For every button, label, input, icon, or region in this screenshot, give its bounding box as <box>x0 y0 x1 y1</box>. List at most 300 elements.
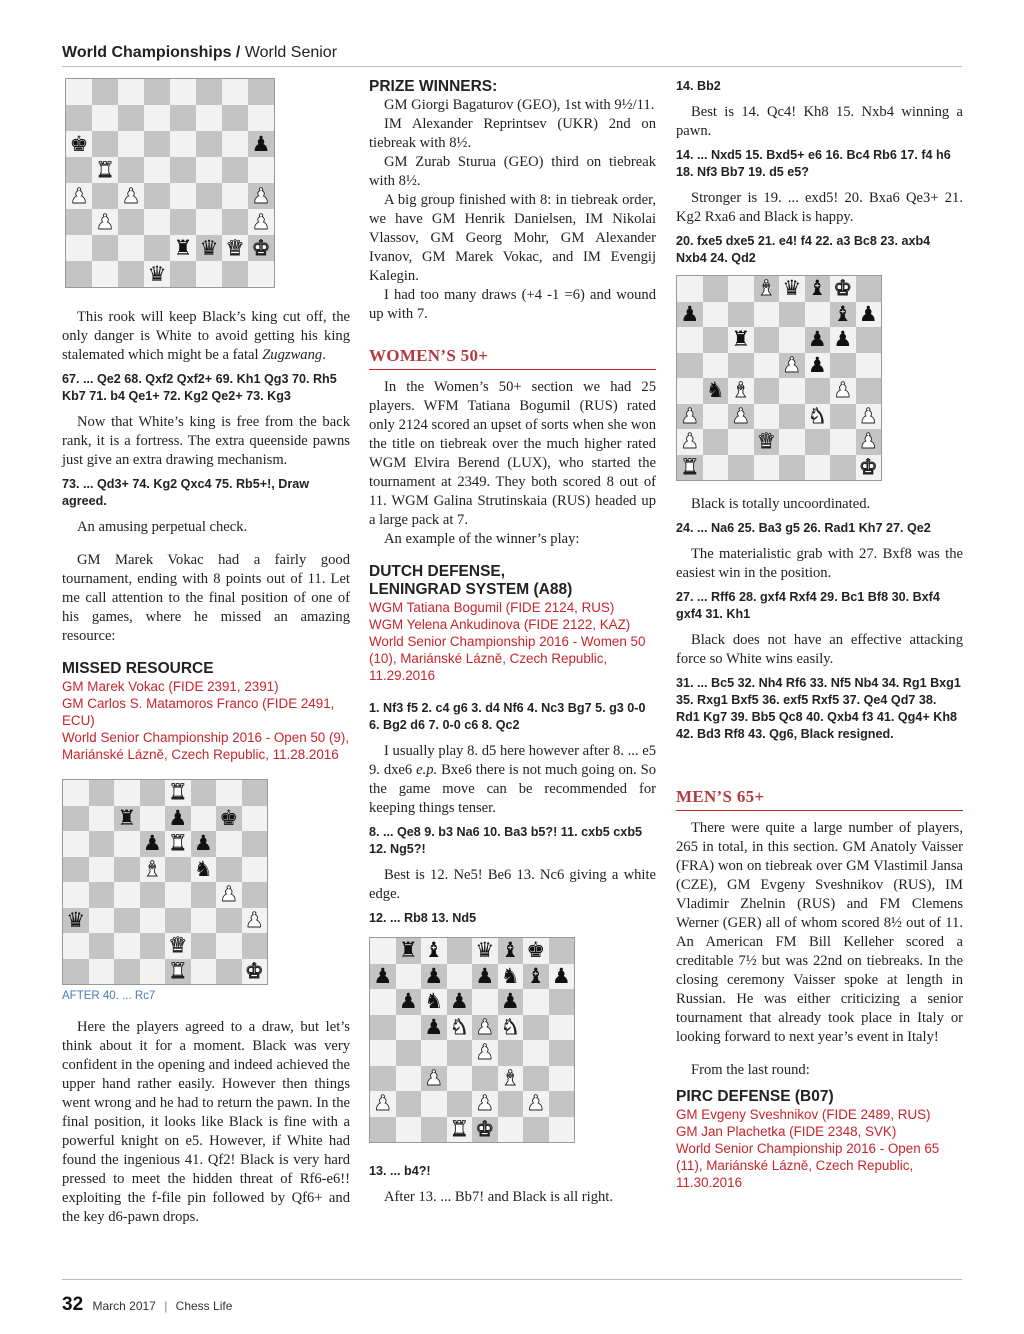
white-pawn-icon: ♟ <box>858 429 878 454</box>
board-square <box>92 261 118 287</box>
board-square <box>677 429 703 455</box>
board-square <box>421 1091 447 1117</box>
white-knight-icon: ♞ <box>807 403 827 428</box>
board-square <box>447 1015 473 1041</box>
black-pawn-icon: ♟ <box>807 352 827 377</box>
board-square <box>754 327 780 353</box>
board-square <box>191 882 217 908</box>
board-square <box>856 276 882 302</box>
paragraph: The materialistic grab with 27. Bxf8 was the easiest win in the position. <box>676 546 963 581</box>
board-square <box>677 276 703 302</box>
board-square <box>728 429 754 455</box>
board-square <box>66 209 92 235</box>
white-queen-icon: ♛ <box>225 235 245 260</box>
board-square <box>144 105 170 131</box>
board-square <box>779 327 805 353</box>
game-event: World Senior Championship 2016 - Women 50 (10), Mariánské Lázně, Czech Republic, 11.29.2016 <box>369 634 646 683</box>
board-square <box>523 964 549 990</box>
black-bishop-icon: ♝ <box>807 276 827 301</box>
board-square <box>66 157 92 183</box>
board-square <box>498 1091 524 1117</box>
white-pawn-icon: ♟ <box>475 1040 495 1065</box>
board-square <box>196 79 222 105</box>
white-bishop-icon: ♝ <box>756 276 776 301</box>
board-square <box>805 378 831 404</box>
black-bishop-icon: ♝ <box>526 963 546 988</box>
black-queen-icon: ♛ <box>475 938 495 963</box>
paragraph: There were quite a large number of players, 265 in total, in this section. GM Anatoly Vaisser (FRA) won on tiebreak over GM Vlastimil Jansa (CZE), GM Evgeny Sveshnikov (RUS), IM Vladimir Zhelnin (RUS) and FM Clemens Werner (GER) all of whom scored 8½ out of 11. An American FM Bill Kelleher scored a creditable 7½ but was 22nd on tiebreaks. In the closing ceremony Vaisser spoke at length in Russian. He was either criticizing a senior tournament that already took place in Italy or looking forward to next year’s event in Italy! <box>676 820 963 1045</box>
column-3 <box>676 78 963 1191</box>
move-list: 24. ... Na6 25. Ba3 g5 26. Rad1 Kh7 27. Qe2 <box>676 521 931 535</box>
board-square <box>805 302 831 328</box>
board-square <box>370 989 396 1015</box>
board-square <box>63 780 89 806</box>
board-square <box>170 183 196 209</box>
paragraph: An amusing perpetual check. <box>77 519 248 535</box>
board-square <box>89 857 115 883</box>
board-square <box>248 235 274 261</box>
board-square <box>140 780 166 806</box>
board-square <box>165 908 191 934</box>
paragraph: Black does not have an effective attacking force so White wins easily. <box>676 632 963 667</box>
board-square <box>523 938 549 964</box>
board-square <box>830 276 856 302</box>
header-subsection: World Senior <box>244 44 338 61</box>
black-bishop-icon: ♝ <box>833 301 853 326</box>
board-square <box>118 209 144 235</box>
board-square <box>677 353 703 379</box>
white-rook-icon: ♜ <box>168 780 188 805</box>
move-list: 31. ... Bc5 32. Nh4 Rf6 33. Nf5 Nb4 34. Rg1 Bxg1 35. Rxg1 Bxf5 36. exf5 Rxf5 37. Qe4 Qd7 38. Rd1 Kg7 39. Bb5 Qc8 40. Qxb4 f3 41. Qg4+ Kh8 42. Bd3 Rf8 43. Qg6, Black resigned. <box>676 676 961 741</box>
board-square <box>222 261 248 287</box>
board-square <box>830 353 856 379</box>
board-square <box>472 989 498 1015</box>
white-pawn-icon: ♟ <box>858 403 878 428</box>
move-list: 1. Nf3 f5 2. c4 g6 3. d4 Nf6 4. Nc3 Bg7 5. g3 0-0 6. Bg2 d6 7. 0-0 c6 8. Qc2 <box>369 701 646 732</box>
board-square <box>805 276 831 302</box>
move-list: 12. ... Rb8 13. Nd5 <box>369 911 477 925</box>
white-pawn-icon: ♟ <box>833 378 853 403</box>
board-square <box>140 806 166 832</box>
paragraph: IM Alexander Reprintsev (UKR) 2nd on tiebreak with 8½. <box>369 116 656 151</box>
black-queen-icon: ♛ <box>66 907 86 932</box>
board-square <box>140 959 166 985</box>
board-square <box>248 261 274 287</box>
paragraph: Stronger is 19. ... exd5! 20. Bxa6 Qe3+ 21. Kg2 Rxa6 and Black is happy. <box>676 190 963 225</box>
board-square <box>754 353 780 379</box>
chess-diagram-3 <box>369 937 575 1143</box>
black-king-icon: ♚ <box>219 805 239 830</box>
game-heading: LENINGRAD SYSTEM (A88) <box>369 581 573 598</box>
board-square <box>728 276 754 302</box>
board-square <box>144 209 170 235</box>
board-square <box>421 1066 447 1092</box>
move-list: 27. ... Rff6 28. gxf4 Rxf4 29. Bc1 Bf8 30. Bxf4 gxf4 31. Kh1 <box>676 590 940 621</box>
board-square <box>498 1040 524 1066</box>
black-knight-icon: ♞ <box>424 989 444 1014</box>
black-pawn-icon: ♟ <box>424 963 444 988</box>
white-pawn-icon: ♟ <box>95 209 115 234</box>
paragraph: Best is 12. Ne5! Be6 13. Nc6 giving a white edge. <box>369 867 656 902</box>
board-square <box>447 1066 473 1092</box>
board-square <box>549 989 575 1015</box>
white-pawn-icon: ♟ <box>219 882 239 907</box>
board-square <box>523 1117 549 1143</box>
board-square <box>191 908 217 934</box>
board-square <box>242 857 268 883</box>
prize-winners-heading: PRIZE WINNERS: <box>369 78 498 95</box>
board-square <box>498 964 524 990</box>
board-square <box>779 302 805 328</box>
board-square <box>396 964 422 990</box>
board-square <box>703 302 729 328</box>
board-square <box>66 235 92 261</box>
board-square <box>165 933 191 959</box>
board-square <box>779 353 805 379</box>
board-square <box>242 908 268 934</box>
board-square <box>170 105 196 131</box>
black-knight-icon: ♞ <box>705 378 725 403</box>
black-rook-icon: ♜ <box>173 235 193 260</box>
board-square <box>165 857 191 883</box>
board-square <box>222 209 248 235</box>
footer-rule <box>62 1279 962 1280</box>
board-square <box>779 378 805 404</box>
board-square <box>754 276 780 302</box>
black-pawn-icon: ♟ <box>168 805 188 830</box>
board-square <box>165 780 191 806</box>
board-square <box>779 276 805 302</box>
black-knight-icon: ♞ <box>193 856 213 881</box>
board-square <box>196 209 222 235</box>
board-square <box>242 831 268 857</box>
board-square <box>114 806 140 832</box>
board-square <box>114 908 140 934</box>
game-player-white: GM Marek Vokac (FIDE 2391, 2391) <box>62 679 279 694</box>
white-pawn-icon: ♟ <box>731 403 751 428</box>
board-square <box>472 1040 498 1066</box>
paragraph: GM Marek Vokac had a fairly good tournament, ending with 8 points out of 11. Let me call attention to the final position of one of his games, where he missed an amazing resource: <box>62 552 350 644</box>
board-square <box>472 938 498 964</box>
board-square <box>118 105 144 131</box>
game-heading: PIRC DEFENSE (B07) <box>676 1088 834 1105</box>
board-square <box>472 1091 498 1117</box>
board-square <box>114 959 140 985</box>
black-queen-icon: ♛ <box>147 261 167 286</box>
white-pawn-icon: ♟ <box>680 429 700 454</box>
board-square <box>114 882 140 908</box>
board-square <box>472 1117 498 1143</box>
white-bishop-icon: ♝ <box>500 1065 520 1090</box>
board-square <box>856 378 882 404</box>
board-square <box>92 79 118 105</box>
board-square <box>242 882 268 908</box>
white-knight-icon: ♞ <box>449 1014 469 1039</box>
board-square <box>447 964 473 990</box>
game-player-black: WGM Yelena Ankudinova (FIDE 2122, KAZ) <box>369 617 631 632</box>
board-square <box>728 353 754 379</box>
board-square <box>728 327 754 353</box>
board-square <box>472 1066 498 1092</box>
board-square <box>170 261 196 287</box>
board-square <box>728 302 754 328</box>
board-square <box>370 938 396 964</box>
board-square <box>248 79 274 105</box>
board-square <box>754 429 780 455</box>
board-square <box>242 933 268 959</box>
board-square <box>396 1091 422 1117</box>
board-square <box>472 1015 498 1041</box>
paragraph: Now that White’s king is free from the back rank, it is a fortress. The extra queenside pawns just give an extra drawing mechanism. <box>62 414 350 468</box>
diagram-caption: AFTER 40. ... Rc7 <box>62 990 156 1002</box>
board-square <box>165 959 191 985</box>
board-square <box>170 79 196 105</box>
board-square <box>89 933 115 959</box>
board-square <box>191 933 217 959</box>
move-list: 13. ... b4?! <box>369 1164 431 1178</box>
board-square <box>677 404 703 430</box>
board-square <box>242 780 268 806</box>
game-heading: MISSED RESOURCE <box>62 660 214 677</box>
board-square <box>549 1015 575 1041</box>
white-queen-icon: ♛ <box>756 429 776 454</box>
board-square <box>92 131 118 157</box>
board-square <box>549 1040 575 1066</box>
board-square <box>830 302 856 328</box>
board-square <box>114 857 140 883</box>
board-square <box>549 1117 575 1143</box>
board-square <box>472 964 498 990</box>
white-king-icon: ♚ <box>858 454 878 479</box>
black-rook-icon: ♜ <box>117 805 137 830</box>
board-square <box>66 183 92 209</box>
board-square <box>523 1066 549 1092</box>
game-event: World Senior Championship 2016 - Open 50 (9), Mariánské Lázně, Czech Republic, 11.28.2016 <box>62 730 350 762</box>
board-square <box>396 1040 422 1066</box>
board-square <box>830 455 856 481</box>
board-square <box>89 908 115 934</box>
board-square <box>165 882 191 908</box>
board-square <box>523 1040 549 1066</box>
board-square <box>196 183 222 209</box>
board-square <box>754 455 780 481</box>
chess-diagram-4 <box>676 275 882 481</box>
board-square <box>856 353 882 379</box>
white-pawn-icon: ♟ <box>251 183 271 208</box>
board-square <box>396 1117 422 1143</box>
board-square <box>779 455 805 481</box>
board-square <box>216 857 242 883</box>
board-square <box>89 959 115 985</box>
board-square <box>549 964 575 990</box>
board-square <box>165 831 191 857</box>
board-square <box>703 404 729 430</box>
black-pawn-icon: ♟ <box>373 963 393 988</box>
board-square <box>728 455 754 481</box>
board-square <box>703 429 729 455</box>
board-square <box>196 131 222 157</box>
paragraph: GM Zurab Sturua (GEO) third on tiebreak with 8½. <box>369 154 656 189</box>
board-square <box>523 1091 549 1117</box>
black-knight-icon: ♞ <box>500 963 520 988</box>
white-queen-icon: ♛ <box>168 933 188 958</box>
white-rook-icon: ♜ <box>168 831 188 856</box>
board-square <box>728 404 754 430</box>
board-square <box>396 938 422 964</box>
black-rook-icon: ♜ <box>398 938 418 963</box>
board-square <box>677 302 703 328</box>
board-square <box>222 79 248 105</box>
board-square <box>549 1066 575 1092</box>
board-square <box>144 261 170 287</box>
white-king-icon: ♚ <box>475 1116 495 1141</box>
column-1 <box>62 78 350 1227</box>
board-square <box>114 933 140 959</box>
black-pawn-icon: ♟ <box>807 327 827 352</box>
board-square <box>216 933 242 959</box>
board-square <box>63 831 89 857</box>
paragraph: Black is totally uncoordinated. <box>691 496 871 512</box>
board-square <box>805 404 831 430</box>
board-square <box>92 105 118 131</box>
column-2 <box>369 78 656 1207</box>
board-square <box>216 806 242 832</box>
black-pawn-icon: ♟ <box>193 831 213 856</box>
board-square <box>63 857 89 883</box>
move-list: 73. ... Qd3+ 74. Kg2 Qxc4 75. Rb5+!, Draw agreed. <box>62 477 310 508</box>
board-square <box>222 183 248 209</box>
board-square <box>144 157 170 183</box>
board-square <box>165 806 191 832</box>
white-pawn-icon: ♟ <box>526 1091 546 1116</box>
board-square <box>754 302 780 328</box>
board-square <box>222 131 248 157</box>
board-square <box>66 131 92 157</box>
board-square <box>216 831 242 857</box>
game-heading: DUTCH DEFENSE, <box>369 563 506 580</box>
board-square <box>114 780 140 806</box>
footer-separator: | <box>164 1299 168 1313</box>
paragraph: I usually play 8. d5 here however after 8. ... e5 9. dxe6 e.p. Bxe6 there is not much going on. So the game move can be recommended for keeping things tenser. <box>369 743 656 816</box>
board-square <box>66 105 92 131</box>
board-square <box>396 1066 422 1092</box>
board-square <box>63 806 89 832</box>
game-event: World Senior Championship 2016 - Open 65 (11), Mariánské Lázně, Czech Republic, 11.30.2016 <box>676 1141 940 1190</box>
board-square <box>144 131 170 157</box>
board-square <box>140 882 166 908</box>
white-king-icon: ♚ <box>833 276 853 301</box>
paragraph: Here the players agreed to a draw, but let’s think about it for a moment. Black was very confident in the opening and indeed achieved the upper hand rather easily. However then things went wrong and he had to return the pawn. In the final position, it looks like Black is fine with a powerful knight on e5. However, if White had found the ingenious 41. Qf2! Black is very hard pressed to meet the hidden threat of Rf6-e6!! exploiting the f-file pin followed by Qf6+ and the key d6-pawn drops. <box>62 1019 350 1225</box>
board-square <box>396 1015 422 1041</box>
black-pawn-icon: ♟ <box>500 989 520 1014</box>
board-square <box>170 209 196 235</box>
board-square <box>89 882 115 908</box>
board-square <box>242 959 268 985</box>
board-square <box>89 806 115 832</box>
board-square <box>196 261 222 287</box>
white-pawn-icon: ♟ <box>244 907 264 932</box>
board-square <box>144 79 170 105</box>
white-pawn-icon: ♟ <box>424 1065 444 1090</box>
board-square <box>421 1117 447 1143</box>
board-square <box>89 780 115 806</box>
board-square <box>830 429 856 455</box>
board-square <box>805 455 831 481</box>
board-square <box>191 831 217 857</box>
white-king-icon: ♚ <box>251 235 271 260</box>
board-square <box>677 378 703 404</box>
board-square <box>196 105 222 131</box>
board-square <box>830 404 856 430</box>
board-square <box>140 933 166 959</box>
board-square <box>523 989 549 1015</box>
black-rook-icon: ♜ <box>731 327 751 352</box>
board-square <box>222 105 248 131</box>
black-queen-icon: ♛ <box>782 276 802 301</box>
black-pawn-icon: ♟ <box>680 301 700 326</box>
board-square <box>370 1040 396 1066</box>
black-pawn-icon: ♟ <box>475 963 495 988</box>
white-pawn-icon: ♟ <box>475 1091 495 1116</box>
board-square <box>118 261 144 287</box>
board-square <box>754 404 780 430</box>
board-square <box>447 1091 473 1117</box>
board-square <box>242 806 268 832</box>
board-square <box>805 429 831 455</box>
board-square <box>170 235 196 261</box>
header-separator: / <box>231 44 245 61</box>
board-square <box>830 378 856 404</box>
board-square <box>805 327 831 353</box>
board-square <box>703 327 729 353</box>
black-king-icon: ♚ <box>526 938 546 963</box>
board-square <box>370 1015 396 1041</box>
board-square <box>370 964 396 990</box>
board-square <box>170 157 196 183</box>
move-list: 8. ... Qe8 9. b3 Na6 10. Ba3 b5?! 11. cxb5 cxb5 12. Ng5?! <box>369 825 643 856</box>
move-list: 14. ... Nxd5 15. Bxd5+ e6 16. Bc4 Rb6 17. f4 h6 18. Nf3 Bb7 19. d5 e5? <box>676 148 951 179</box>
running-header <box>62 44 962 62</box>
board-square <box>92 183 118 209</box>
board-square <box>498 1015 524 1041</box>
board-square <box>63 908 89 934</box>
white-rook-icon: ♜ <box>95 157 115 182</box>
board-square <box>191 857 217 883</box>
board-square <box>144 235 170 261</box>
black-bishop-icon: ♝ <box>500 938 520 963</box>
board-square <box>191 806 217 832</box>
board-square <box>447 989 473 1015</box>
section-heading-womens: WOMEN’S 50+ <box>369 346 656 370</box>
paragraph: I had too many draws (+4 -1 =6) and wound up with 7. <box>369 287 656 322</box>
board-square <box>248 157 274 183</box>
white-rook-icon: ♜ <box>680 454 700 479</box>
board-square <box>196 235 222 261</box>
board-square <box>856 302 882 328</box>
board-square <box>248 183 274 209</box>
board-square <box>248 105 274 131</box>
white-pawn-icon: ♟ <box>121 183 141 208</box>
game-player-black: GM Jan Plachetka (FIDE 2348, SVK) <box>676 1124 897 1139</box>
board-square <box>703 353 729 379</box>
board-square <box>856 327 882 353</box>
white-knight-icon: ♞ <box>500 1014 520 1039</box>
white-pawn-icon: ♟ <box>251 209 271 234</box>
game-player-black: GM Carlos S. Matamoros Franco (FIDE 2491, ECU) <box>62 696 335 728</box>
white-pawn-icon: ♟ <box>69 183 89 208</box>
move-list: 67. ... Qe2 68. Qxf2 Qxf2+ 69. Kh1 Qg3 70. Rh5 Kb7 71. b4 Qe1+ 72. Kg2 Qe2+ 73. Kg3 <box>62 372 337 403</box>
board-square <box>856 429 882 455</box>
